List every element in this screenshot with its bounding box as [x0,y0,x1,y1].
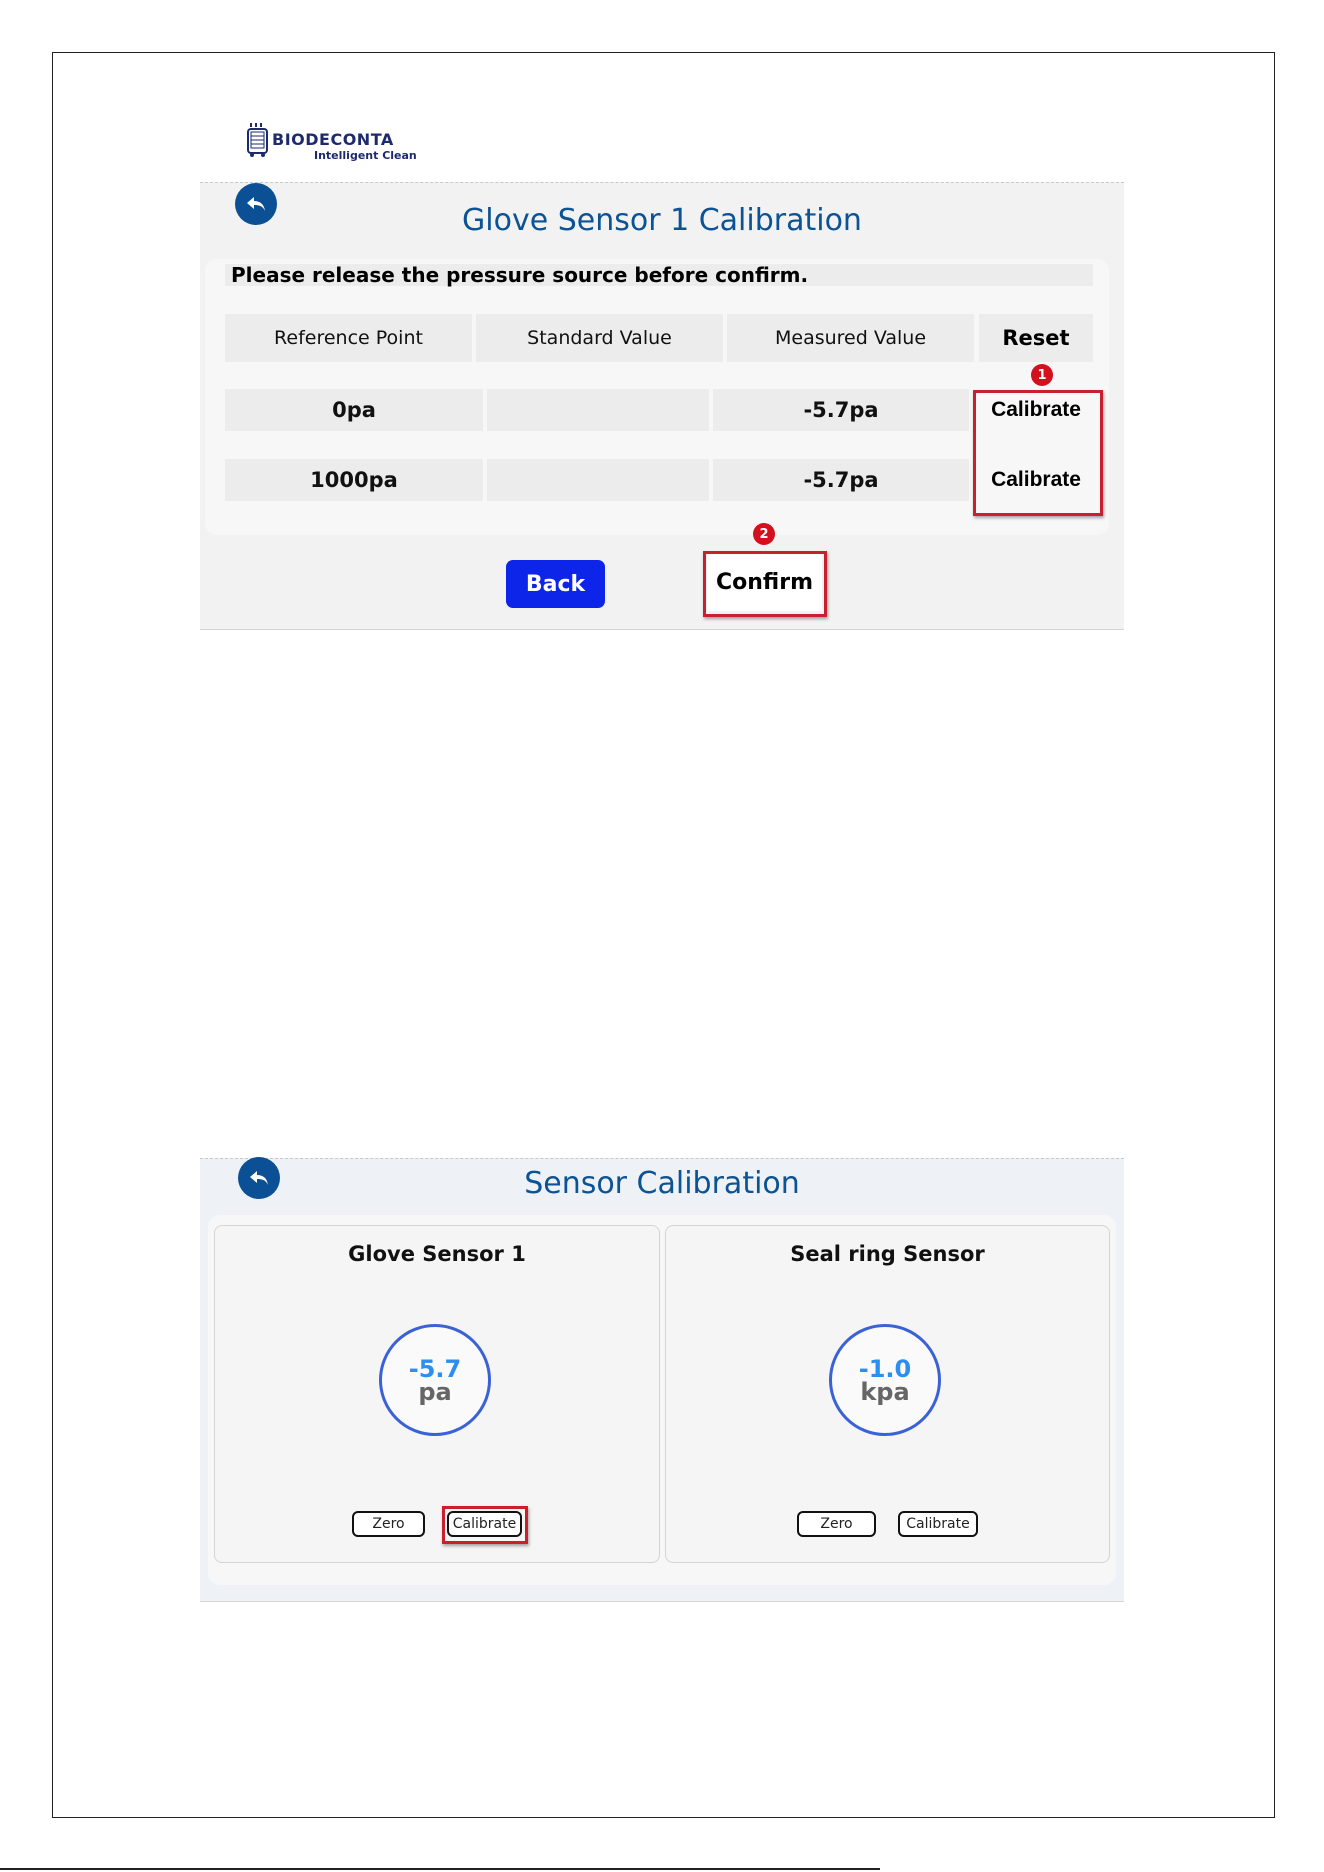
cleanroom-icon [246,122,270,158]
highlight-calibrate-buttons [973,390,1103,516]
calibrate-0pa-button[interactable]: Calibrate [979,389,1093,431]
release-pressure-notice: Please release the pressure source before confirm. [225,264,1093,286]
column-header-standard: Standard Value [476,314,723,362]
page-title-sensors: Sensor Calibration [524,1166,800,1201]
reference-point-0: 0pa [225,389,483,431]
back-button[interactable]: Back [506,560,605,608]
calibration-panel [200,182,1124,630]
zero-button-glove[interactable]: Zero [352,1511,425,1537]
gauge-value-seal-ring: -1.0 [858,1355,912,1383]
step-badge-2: 2 [753,523,775,545]
sensor-name-glove: Glove Sensor 1 [348,1242,526,1266]
measured-value-0: -5.7pa [713,389,969,431]
brand-name: BIODECONTA [272,130,394,149]
zero-button-seal-ring[interactable]: Zero [797,1511,876,1537]
sensor-name-seal-ring: Seal ring Sensor [790,1242,985,1266]
standard-value-1000 [487,459,709,501]
pressure-gauge-glove [379,1324,491,1436]
confirm-button[interactable]: Confirm [707,553,822,611]
measured-value-1000: -5.7pa [713,459,969,501]
sensor-card-seal-ring [665,1225,1110,1563]
standard-value-0 [487,389,709,431]
gauge-unit-glove: pa [418,1378,452,1406]
brand-tagline: Intelligent Clean [314,149,417,162]
brand-logo [246,122,426,164]
step-badge-1: 1 [1031,364,1053,386]
pressure-gauge-seal-ring [829,1324,941,1436]
gauge-unit-seal-ring: kpa [860,1378,910,1406]
column-header-measured: Measured Value [727,314,974,362]
gauge-value-glove: -5.7 [408,1355,462,1383]
highlight-confirm-button [703,551,827,617]
calibrate-button-seal-ring[interactable]: Calibrate [898,1511,978,1537]
sensors-card [208,1215,1116,1585]
sensor-card-glove [214,1225,660,1563]
column-header-reference: Reference Point [225,314,472,362]
page-title: Glove Sensor 1 Calibration [462,203,862,238]
calibrate-1000pa-button[interactable]: Calibrate [979,459,1093,501]
reset-button[interactable]: Reset [979,314,1093,362]
sensor-calibration-panel [200,1158,1124,1602]
footer-rule [0,1868,880,1870]
highlight-calibrate-glove [442,1506,528,1544]
calibrate-button-glove[interactable]: Calibrate [447,1511,522,1537]
reference-point-1000: 1000pa [225,459,483,501]
